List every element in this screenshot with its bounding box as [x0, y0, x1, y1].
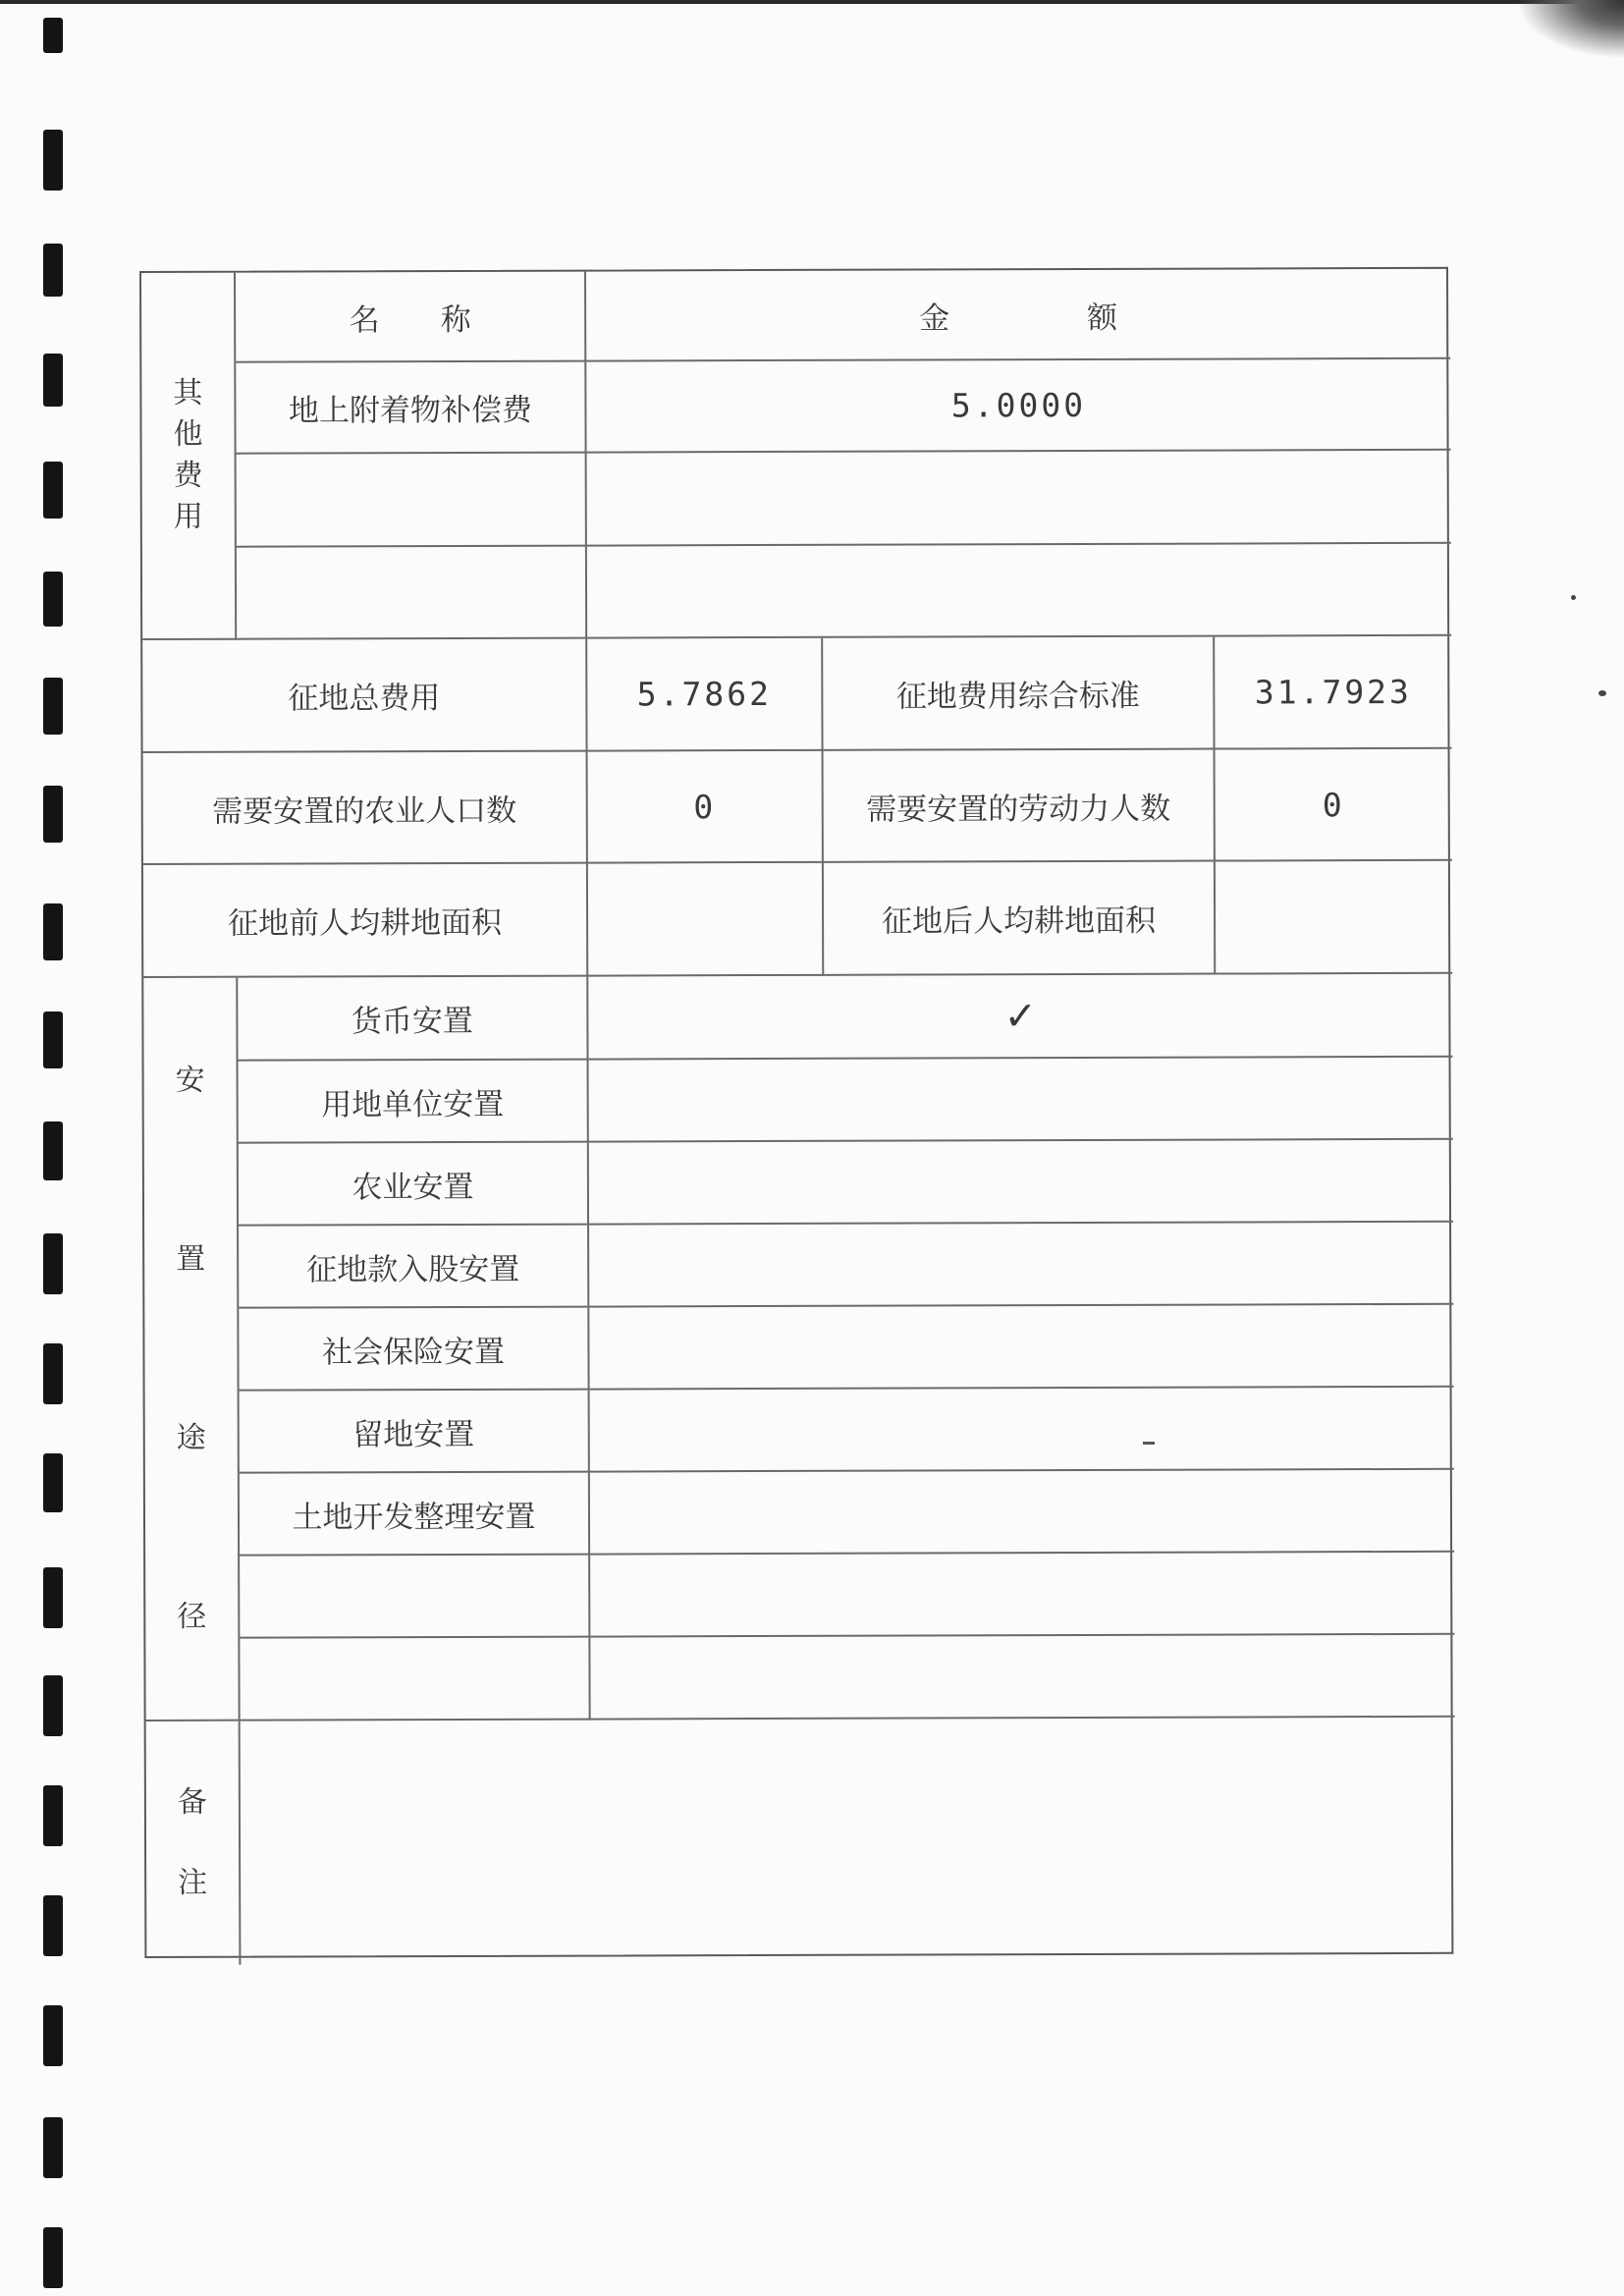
area-after-value: [1216, 861, 1452, 975]
remarks-content: [241, 1718, 1456, 1965]
fee-item-amount: [587, 451, 1451, 547]
vertical-char: 其: [173, 375, 203, 410]
resettlement-method-mark: [589, 1058, 1453, 1143]
binding-hole: [43, 678, 63, 735]
binding-hole: [43, 1233, 63, 1294]
standard-value: 31.7923: [1215, 636, 1451, 750]
scan-speck: [1598, 690, 1606, 696]
resettlement-method-mark: [589, 1140, 1453, 1226]
binding-hole: [43, 2117, 63, 2178]
binding-hole: [43, 1675, 63, 1736]
binding-hole: [43, 462, 63, 519]
binding-hole: [43, 354, 63, 407]
remarks-label: [146, 1722, 242, 1965]
binding-hole: [43, 786, 63, 843]
fee-item-name: [237, 454, 587, 548]
binding-hole: [43, 572, 63, 627]
amount-header-text: 金额: [919, 299, 1256, 337]
binding-hole: [43, 18, 63, 53]
resettlement-method-mark: [589, 1305, 1453, 1391]
resettlement-method-mark: [590, 1470, 1454, 1556]
resettlement-method-mark: [590, 1553, 1454, 1638]
vertical-char: 径: [177, 1599, 207, 1634]
resettlement-method-mark: [590, 1635, 1454, 1721]
resettlement-method-name: 货币安置: [238, 977, 588, 1062]
agri-population-value: 0: [588, 751, 824, 864]
amount-header: [586, 269, 1450, 362]
resettlement-method-name: [240, 1638, 590, 1722]
vertical-char: 安: [175, 1063, 205, 1098]
fee-item-amount: [587, 544, 1451, 639]
binding-hole: [43, 1567, 63, 1628]
binding-hole: [43, 1895, 63, 1956]
vertical-char: 置: [176, 1241, 206, 1277]
binding-hole: [43, 1343, 63, 1404]
binding-hole: [43, 1453, 63, 1512]
scan-corner-shadow: [1516, 0, 1624, 59]
resettlement-method-name: 社会保险安置: [239, 1308, 589, 1392]
binding-hole: [43, 2005, 63, 2066]
name-header-text: 名称: [349, 301, 532, 338]
vertical-char: 注: [178, 1865, 208, 1900]
resettlement-method-name: [240, 1556, 590, 1639]
name-header: [236, 272, 586, 363]
resettlement-method-name: 土地开发整理安置: [240, 1473, 590, 1557]
standard-label: 征地费用综合标准: [823, 637, 1215, 751]
fee-item-name: [237, 547, 587, 640]
total-cost-value: 5.7862: [587, 638, 823, 752]
labor-count-label: 需要安置的劳动力人数: [824, 750, 1216, 863]
total-cost-label: 征地总费用: [142, 639, 587, 753]
land-acquisition-table: [139, 267, 1453, 1958]
fee-item-name: 地上附着物补偿费: [236, 362, 586, 455]
scan-speck: [1571, 595, 1576, 600]
scan-top-edge: [0, 0, 1624, 4]
binding-holes: [0, 0, 88, 2296]
vertical-char: 费: [173, 458, 203, 493]
resettlement-method-name: 农业安置: [239, 1143, 589, 1227]
binding-hole: [43, 2227, 63, 2288]
resettlement-section-label: [143, 978, 240, 1722]
vertical-char: 他: [173, 416, 203, 452]
fee-item-amount: 5.0000: [586, 359, 1450, 454]
resettlement-method-name: 留地安置: [240, 1391, 590, 1474]
binding-hole: [43, 1121, 63, 1180]
other-fees-section-label: [141, 273, 237, 640]
area-after-label: 征地后人均耕地面积: [824, 862, 1216, 976]
stray-mark: [1143, 1442, 1155, 1445]
area-before-value: [588, 863, 824, 977]
binding-hole: [43, 1785, 63, 1846]
labor-count-value: 0: [1216, 749, 1452, 862]
agri-population-label: 需要安置的农业人口数: [143, 752, 588, 865]
resettlement-method-name: 征地款入股安置: [239, 1226, 589, 1309]
vertical-char: 途: [176, 1420, 206, 1455]
resettlement-method-mark: [589, 1223, 1453, 1308]
resettlement-method-mark: [590, 1388, 1454, 1473]
vertical-char: 备: [177, 1784, 207, 1820]
binding-hole: [43, 903, 63, 960]
binding-hole: [43, 244, 63, 297]
binding-hole: [43, 1011, 63, 1068]
area-before-label: 征地前人均耕地面积: [143, 864, 588, 978]
resettlement-method-name: 用地单位安置: [239, 1061, 589, 1144]
checkmark-icon: ✓: [588, 974, 1452, 1061]
vertical-char: 用: [173, 499, 203, 534]
binding-hole: [43, 130, 63, 191]
